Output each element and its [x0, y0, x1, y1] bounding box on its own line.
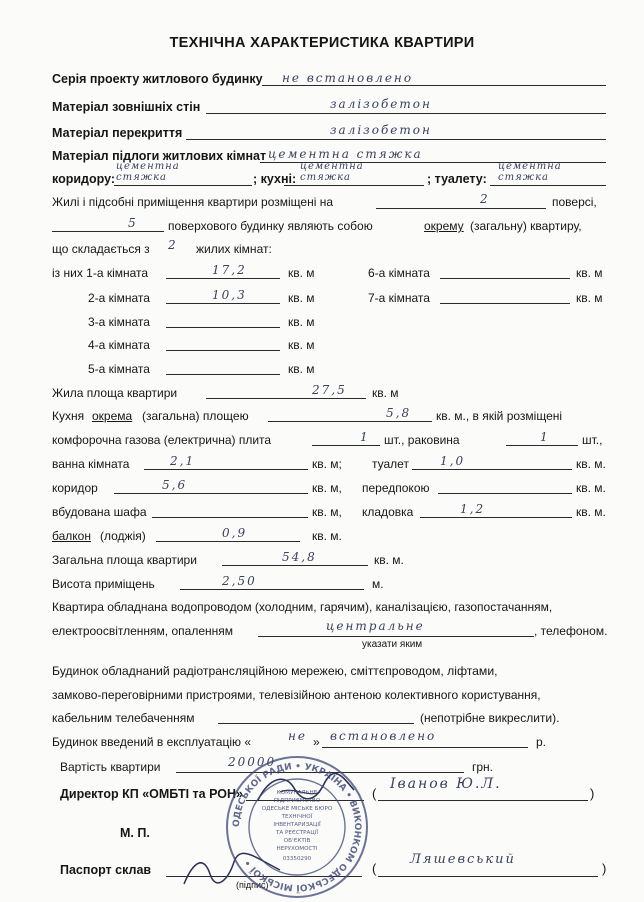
- stamp-line-4: ТЕХНІЧНОЇ: [281, 814, 313, 820]
- corr-unit: кв. м,: [312, 481, 342, 495]
- room2-value: 10,3: [212, 288, 247, 302]
- built-value-2: встановлено: [330, 729, 437, 743]
- height-label: Висота приміщень: [52, 577, 155, 591]
- living-line: [206, 398, 366, 399]
- room3-label: 3-а кімната: [88, 315, 150, 329]
- stove-label: комфорочна газова (електрична) плита: [52, 433, 272, 447]
- passport-paren-open: (: [372, 861, 377, 876]
- total-label: Загальна площа квартири: [52, 553, 197, 567]
- rooms-suffix: жилих кімнат:: [196, 242, 272, 256]
- ceiling-value: залізобетон: [330, 123, 432, 137]
- series-line: [262, 85, 606, 86]
- room2-unit: кв. м: [288, 291, 315, 305]
- stamp-line-5: ІНВЕНТАРИЗАЦІЇ: [273, 822, 321, 828]
- stove-value: 1: [360, 430, 370, 444]
- wc-label: туалет: [372, 457, 409, 471]
- kitchen-area-value: 5,8: [386, 406, 412, 420]
- ceiling-label: Матеріал перекриття: [52, 126, 183, 140]
- consists-label: що складається з: [52, 242, 150, 256]
- built-year: р.: [536, 735, 547, 749]
- floor-suffix: поверсі,: [552, 195, 597, 209]
- stamp-line-8: НЕРУХОМОСТІ: [276, 846, 318, 852]
- room4-unit: кв. м: [288, 338, 315, 352]
- passport-signature-name: Ляшевський: [410, 852, 516, 867]
- room6-unit: кв. м: [576, 266, 603, 280]
- room1-label: із них 1-а кімната: [52, 266, 149, 280]
- cable-line: [218, 723, 414, 724]
- stamp-line-6: ТА РЕЄСТРАЦІЇ: [276, 830, 318, 836]
- pantry-unit: кв. м.: [576, 505, 606, 519]
- kitchen-value: цементна стяжка: [300, 161, 364, 183]
- premises-value: 2: [480, 192, 490, 206]
- sink-line: [506, 445, 578, 446]
- balcony-line: [156, 541, 300, 542]
- bath-value: 2,1: [170, 454, 196, 468]
- telephone-text: , телефоном.: [534, 624, 608, 638]
- room3-unit: кв. м: [288, 315, 315, 329]
- house-line-3: кабельним телебаченням: [52, 711, 195, 725]
- storeys-text: поверхового будинку являють собою: [168, 219, 373, 233]
- director-signature-name: Іванов Ю.Л.: [390, 776, 502, 792]
- separate-text: окрему: [424, 219, 464, 233]
- stamp-line-7: ОБ'ЄКТІВ: [283, 838, 311, 844]
- built-label: Будинок введений в експлуатацію «: [52, 735, 251, 749]
- wardrobe-label: вбудована шафа: [52, 505, 147, 519]
- premises-line: [376, 208, 546, 209]
- page-title: ТЕХНІЧНА ХАРАКТЕРИСТИКА КВАРТИРИ: [169, 35, 475, 51]
- room4-label: 4-а кімната: [88, 338, 150, 352]
- built-value-1: не: [288, 729, 308, 743]
- corridor-value: цементна стяжка: [116, 161, 180, 183]
- series-value: не встановлено: [282, 71, 414, 85]
- wardrobe-line: [152, 517, 308, 518]
- corridor-label: коридору:: [52, 172, 116, 186]
- room5-line: [166, 374, 280, 375]
- kitchen-line: [284, 185, 424, 186]
- pantry-label: кладовка: [362, 505, 414, 519]
- toilet-line: [490, 185, 606, 186]
- ceiling-line: [186, 139, 606, 140]
- passport-paren-close: ): [602, 861, 607, 876]
- height-value: 2,50: [222, 574, 257, 588]
- bath-label: ванна кімната: [52, 457, 130, 471]
- storeys-line: [52, 231, 164, 232]
- heating-line: [258, 636, 534, 637]
- room5-unit: кв. м: [288, 362, 315, 376]
- bath-line: [144, 469, 308, 470]
- passport-label: Паспорт склав: [60, 863, 152, 877]
- official-stamp: [222, 752, 372, 902]
- room2-line: [166, 303, 280, 304]
- sink-value: 1: [540, 430, 550, 444]
- equipment-line-2: електроосвітленням, опаленням: [52, 624, 233, 638]
- general-text: (загальну) квартиру,: [470, 219, 582, 233]
- room7-label: 7-а кімната: [368, 291, 430, 305]
- corr-line: [114, 493, 308, 494]
- room7-unit: кв. м: [576, 291, 603, 305]
- room6-label: 6-а кімната: [368, 266, 430, 280]
- stamp-line-1: КОМУНАЛЬНЕ: [276, 790, 318, 796]
- corr-label: коридор: [52, 481, 98, 495]
- pantry-value: 1,2: [460, 502, 486, 516]
- director-label: Директор КП «ОМБТІ та РОН»: [60, 787, 243, 801]
- storeys-value: 5: [128, 216, 138, 230]
- room4-line: [166, 350, 280, 351]
- passport-name-line: [378, 876, 598, 877]
- seal-place: М. П.: [120, 826, 150, 840]
- balcony-value: 0,9: [222, 526, 248, 540]
- room3-line: [166, 327, 280, 328]
- house-line-3b: (непотрібне викреслити).: [420, 711, 560, 725]
- stamp-line-3: ОДЕСЬКЕ МІСЬКЕ БЮРО: [261, 806, 333, 812]
- hall-unit: кв. м.: [576, 481, 606, 495]
- wall-value: залізобетон: [330, 97, 432, 111]
- wall-label: Матеріал зовнішніх стін: [52, 100, 201, 114]
- wc-unit: кв. м.: [576, 457, 606, 471]
- height-unit: м.: [372, 577, 384, 591]
- built-line: [322, 747, 528, 748]
- hall-label: передпокою: [362, 481, 430, 495]
- director-paren-open: (: [372, 786, 377, 801]
- floor-label: Матеріал підлоги житлових кімнат: [52, 149, 267, 163]
- room2-label: 2-а кімната: [88, 291, 150, 305]
- living-unit: кв. м: [372, 386, 399, 400]
- rooms-count: 2: [168, 238, 178, 252]
- currency: грн.: [472, 760, 494, 774]
- room1-value: 17,2: [212, 263, 247, 277]
- total-value: 54,8: [282, 550, 317, 564]
- heating-value: центральне: [326, 619, 425, 633]
- wc-line: [412, 469, 572, 470]
- room7-line: [440, 303, 570, 304]
- stamp-line-2: ПІДПРИЄМСТВО: [273, 798, 321, 804]
- room1-unit: кв. м: [288, 266, 315, 280]
- toilet-label: ; туалету:: [427, 172, 487, 186]
- series-label: Серія проекту житлового будинку: [52, 72, 263, 86]
- stove-line: [312, 445, 380, 446]
- wardrobe-unit: кв. м,: [312, 505, 342, 519]
- kitchen-area-label-1: Кухня: [52, 409, 85, 423]
- living-label: Жила площа квартири: [52, 386, 178, 400]
- living-value: 27,5: [312, 383, 347, 397]
- kitchen-area-line: [268, 421, 432, 422]
- total-line: [222, 565, 368, 566]
- balcony-label-1: балкон: [52, 529, 91, 543]
- kitchen-area-label-3: (загальна) площею: [142, 409, 249, 423]
- stamp-ring-text: ОДЕСЬКОЇ РАДИ • УКРАЇНА • ВИКОНКОМ ОДЕСЬКОЇ МІСЬКОЇ •: [231, 761, 363, 893]
- cost-value: 20000: [228, 755, 277, 769]
- kitchen-area-label-2: окрема: [92, 409, 133, 423]
- bath-unit: кв. м;: [312, 457, 342, 471]
- specify-caption: указати яким: [362, 639, 423, 650]
- sign-caption: (підпис): [236, 880, 269, 890]
- director-paren-close: ): [590, 786, 595, 801]
- total-unit: кв. м.: [374, 553, 404, 567]
- hall-line: [438, 493, 572, 494]
- built-mid: »: [313, 735, 320, 749]
- balcony-label-2: (лоджія): [100, 529, 146, 543]
- equipment-line-1: Квартира обладнана водопроводом (холодним, гарячим), каналізацією, газопостачанням,: [52, 600, 553, 614]
- sink-unit: шт.,: [582, 433, 603, 447]
- toilet-value: цементна стяжка: [498, 161, 562, 183]
- director-name-line: [378, 800, 588, 801]
- stamp-code: 03350290: [282, 856, 312, 862]
- premises-label: Жилі і підсобні приміщення квартири розміщені на: [52, 195, 334, 209]
- room1-line: [166, 278, 280, 279]
- house-line-1: Будинок обладнаний радіотрансляційною мережею, сміттєпроводом, ліфтами,: [52, 664, 498, 678]
- wc-value: 1,0: [440, 454, 466, 468]
- kitchen-label: ; кухні:: [253, 172, 297, 186]
- room5-label: 5-а кімната: [88, 362, 150, 376]
- pantry-line: [420, 517, 572, 518]
- balcony-unit: кв. м.: [312, 529, 342, 543]
- height-line: [180, 589, 364, 590]
- stove-unit: шт., раковина: [384, 433, 460, 447]
- house-line-2: замково-переговірними пристроями, телевізійною антеною колективного користування,: [52, 688, 541, 702]
- cost-label: Вартість квартири: [60, 760, 161, 774]
- corr-value: 5,6: [162, 478, 188, 492]
- floor-value: цементна стяжка: [268, 147, 423, 161]
- corridor-line: [114, 185, 252, 186]
- wall-line: [206, 113, 606, 114]
- kitchen-area-suffix: кв. м., в якій розміщені: [436, 409, 563, 423]
- room6-line: [440, 278, 570, 279]
